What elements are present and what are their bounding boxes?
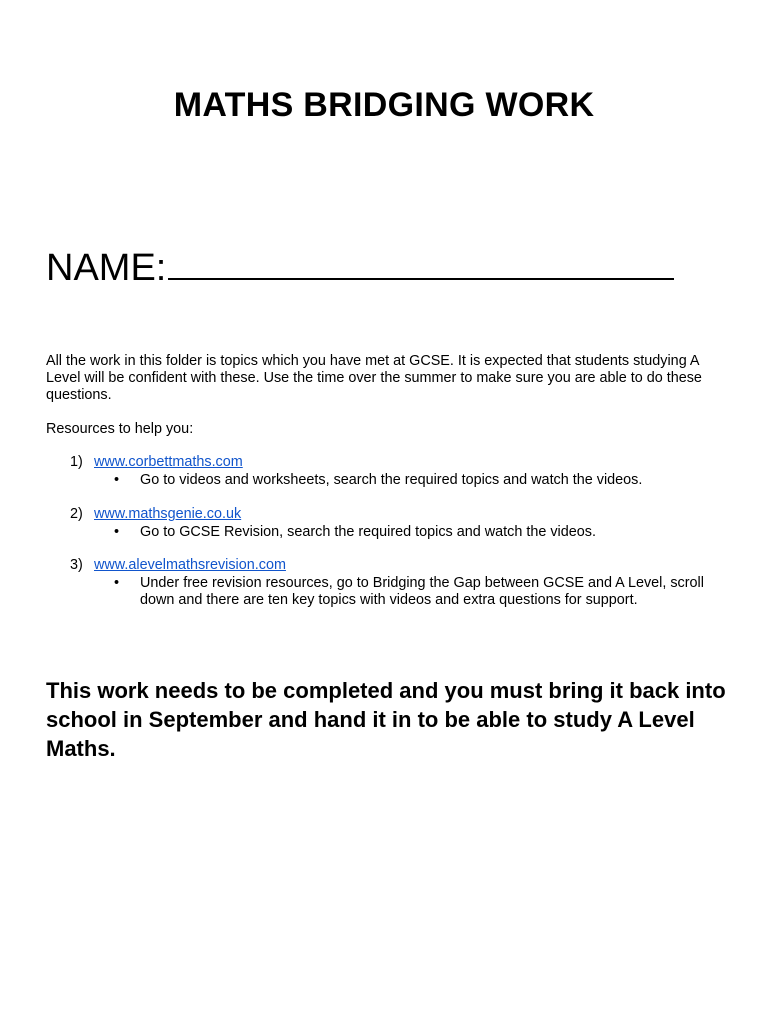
bullet-icon: •: [114, 472, 120, 488]
resource-note: Go to GCSE Revision, search the required topics and watch the videos.: [140, 524, 596, 540]
resource-item: [46, 506, 736, 541]
intro-paragraph: All the work in this folder is topics which you have met at GCSE. It is expected that students studying A Level will be confident with these. Use the time over the summer to make sure you are able to do these questions.: [46, 353, 702, 403]
name-blank-line: [168, 244, 674, 280]
name-field: [46, 244, 674, 290]
resource-number: 2): [70, 506, 83, 522]
resource-number: 3): [70, 557, 83, 573]
resource-item: [46, 557, 736, 609]
resource-link-mathsgenie[interactable]: www.mathsgenie.co.uk: [94, 506, 242, 522]
bullet-icon: •: [114, 524, 120, 540]
resources-heading: Resources to help you:: [46, 421, 194, 437]
resource-note: Go to videos and worksheets, search the required topics and watch the videos.: [140, 472, 643, 488]
resource-note: Under free revision resources, go to Bridging the Gap between GCSE and A Level, scroll down and there are ten key topics with videos and extra questions for support.: [140, 575, 704, 608]
closing-statement: This work needs to be completed and you must bring it back into school in September and hand it in to be able to study A Level Maths.: [46, 678, 726, 761]
resource-link-corbettmaths[interactable]: www.corbettmaths.com: [94, 454, 243, 470]
resource-item: [46, 454, 736, 489]
bullet-icon: •: [114, 575, 120, 591]
name-label: NAME:: [46, 247, 167, 289]
resource-link-alevelmathsrevision[interactable]: www.alevelmathsrevision.com: [94, 557, 286, 573]
page-title: MATHS BRIDGING WORK: [173, 86, 595, 124]
resource-number: 1): [70, 454, 83, 470]
